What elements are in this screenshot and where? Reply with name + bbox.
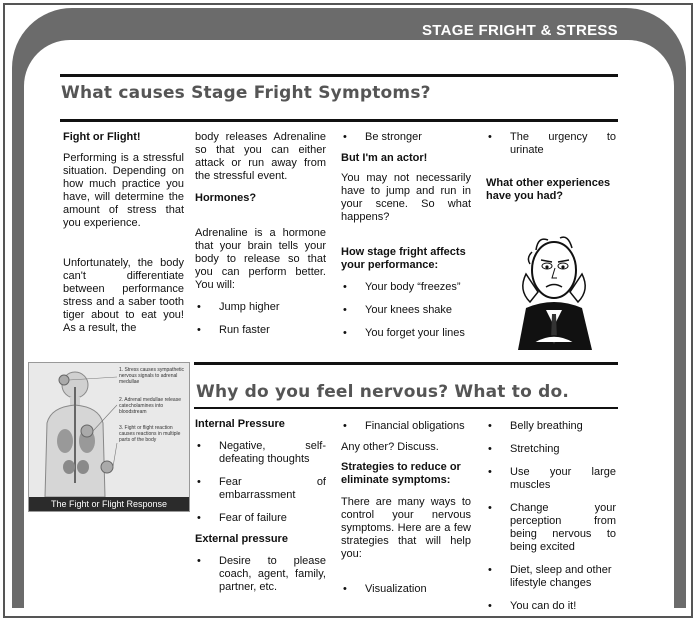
- list-item: • Change your perception from being nervous to being excited: [486, 502, 616, 554]
- section2-bottom-rule: [194, 407, 618, 409]
- discuss-text: Any other? Discuss.: [341, 441, 439, 453]
- list-item: • You forget your lines: [341, 327, 471, 340]
- strategies-heading: Strategies to reduce or eliminate symptoms:: [341, 461, 461, 486]
- s1c2-paragraph-1: body releases Adrenaline so that you can either attack or run away from the stressful event.: [195, 131, 326, 182]
- header-title: STAGE FRIGHT & STRESS: [421, 22, 618, 39]
- s1-column-4: [486, 131, 616, 203]
- fight-or-flight-diagram: [28, 362, 190, 512]
- actor-heading: But I'm an actor!: [341, 152, 428, 164]
- section1-top-rule: [60, 74, 618, 77]
- hormones-heading: Hormones?: [195, 192, 257, 204]
- diagram-note-2: 2. Adrenal medullae release catecholamines into bloodstream: [119, 397, 181, 415]
- diagram-caption: The Fight or Flight Response: [29, 497, 189, 511]
- list-item: • Your knees shake: [341, 304, 471, 317]
- s1c1-paragraph-1: Performing is a stressful situation. Depending on how much practice you have, will determine the amount of stress that you experience.: [63, 152, 184, 229]
- section2-title: Why do you feel nervous? What to do.: [196, 382, 569, 402]
- worried-man-illustration: [508, 230, 600, 352]
- list-item: • Belly breathing: [486, 420, 616, 433]
- list-item: • Be stronger: [341, 131, 471, 144]
- list-item: • Desire to please coach, agent, family, partner, etc.: [195, 555, 326, 594]
- list-item: • Stretching: [486, 443, 616, 456]
- experiences-heading: What other experiences have you had?: [486, 177, 611, 202]
- list-item: • Run faster: [195, 324, 326, 337]
- list-item: • Jump higher: [195, 301, 326, 314]
- diagram-note-3: 3. Fight or flight reaction causes reactions in multiple parts of the body: [119, 425, 181, 443]
- list-item: • You can do it!: [486, 600, 616, 613]
- internal-pressure-heading: Internal Pressure: [195, 418, 285, 430]
- list-item: • Financial obligations: [341, 420, 471, 433]
- s2-column-3: [486, 420, 616, 613]
- list-item: • The urgency to urinate: [486, 131, 616, 157]
- s2-column-2: [341, 420, 471, 596]
- list-item: • Diet, sleep and other lifestyle changes: [486, 564, 616, 590]
- section1-title: What causes Stage Fright Symptoms?: [61, 83, 431, 103]
- list-item: • Your body “freezes”: [341, 281, 471, 294]
- s1-column-1: [63, 131, 184, 335]
- s1c2-paragraph-2: Adrenaline is a hormone that your brain tells your body to release so that you can perform better. You will:: [195, 227, 326, 291]
- external-pressure-heading: External pressure: [195, 533, 288, 545]
- list-item: • Negative, self-defeating thoughts: [195, 440, 326, 466]
- s2c2-paragraph: There are many ways to control your nervous symptoms. Here are a few strategies that will help you:: [341, 496, 471, 560]
- s1-column-2: [195, 131, 326, 337]
- s1c3-paragraph: You may not necessarily have to jump and run in your scene. So what happens?: [341, 172, 471, 223]
- list-item: • Use your large muscles: [486, 466, 616, 492]
- s2-column-1: [195, 418, 326, 594]
- list-item: • Fear of failure: [195, 512, 326, 525]
- section1-bottom-rule: [60, 119, 618, 122]
- list-item: • Visualization: [341, 583, 471, 596]
- section2-top-rule: [194, 362, 618, 365]
- s1-column-3: [341, 131, 471, 340]
- s1c1-paragraph-2: Unfortunately, the body can't differentiate between performance stress and a saber tooth tiger about to eat you! As a result, the: [63, 257, 184, 334]
- affects-heading: How stage fright affects your performance:: [341, 246, 466, 271]
- diagram-note-1: 1. Stress causes sympathetic nervous signals to adrenal medullae: [119, 367, 185, 385]
- fight-or-flight-heading: Fight or Flight!: [63, 131, 141, 143]
- list-item: • Fear of embarrassment: [195, 476, 326, 502]
